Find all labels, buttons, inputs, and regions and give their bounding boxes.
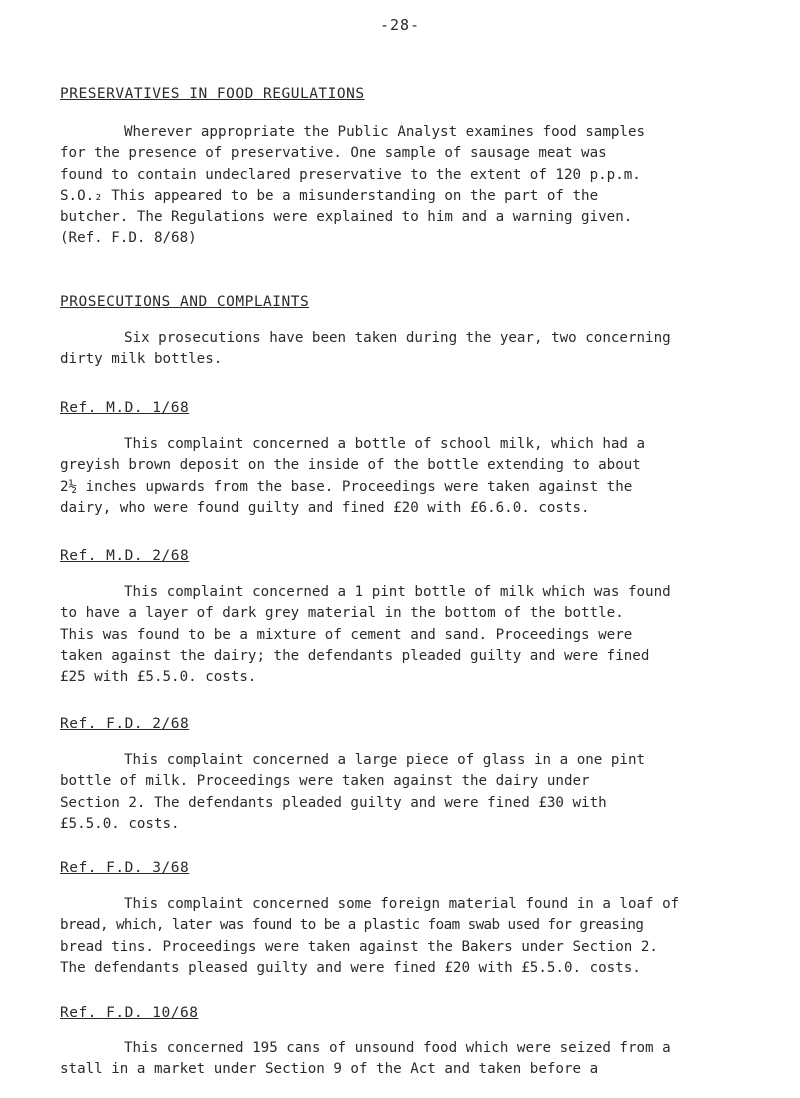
text-line: bottle of milk. Proceedings were taken against the dairy under [60, 773, 590, 790]
section-heading-preservatives: PRESERVATIVES IN FOOD REGULATIONS [60, 86, 365, 102]
text-line: 2½ inches upwards from the base. Proceedings were taken against the [60, 478, 633, 495]
text-line: butcher. The Regulations were explained to him and a warning given. [60, 209, 633, 226]
section-heading-md-2-68: Ref. M.D. 2/68 [60, 548, 190, 564]
text-line: Section 2. The defendants pleaded guilty and were fined £30 with [60, 794, 607, 811]
text-line: found to contain undeclared preservative to the extent of 120 p.p.m. [60, 166, 641, 183]
text-line: This was found to be a mixture of cement and sand. Proceedings were [60, 626, 633, 643]
paragraph-fd-2-68 [60, 750, 750, 835]
text-line: £5.5.0. costs. [60, 815, 180, 832]
text-line: bread, which, later was found to be a plastic foam swab used for greasing [60, 917, 644, 934]
paragraph-fd-3-68 [60, 894, 750, 979]
text-line: taken against the dairy; the defendants pleaded guilty and were fined [60, 647, 650, 664]
page-number: -28- [379, 16, 421, 34]
text-line: (Ref. F.D. 8/68) [60, 230, 197, 247]
paragraph-md-1-68 [60, 434, 750, 519]
section-heading-fd-2-68: Ref. F.D. 2/68 [60, 716, 190, 732]
section-heading-prosecutions: PROSECUTIONS AND COMPLAINTS [60, 294, 310, 310]
text-line: for the presence of preservative. One sample of sausage meat was [60, 145, 607, 162]
paragraph-fd-10-68 [60, 1038, 750, 1081]
text-line: dirty milk bottles. [60, 351, 223, 368]
text-line: to have a layer of dark grey material in the bottom of the bottle. [60, 605, 624, 622]
text-line: £25 with £5.5.0. costs. [60, 669, 257, 686]
paragraph-preservatives [60, 122, 750, 250]
text-line: This complaint concerned a large piece of glass in a one pint [124, 752, 646, 768]
text-line: dairy, who were found guilty and fined £20 with £6.6.0. costs. [60, 499, 590, 516]
paragraph-md-2-68 [60, 582, 750, 688]
paragraph-prosecutions [60, 328, 750, 371]
text-line: Wherever appropriate the Public Analyst examines food samples [124, 124, 646, 140]
text-line: This complaint concerned a bottle of school milk, which had a [124, 436, 646, 452]
text-line: This complaint concerned a 1 pint bottle of milk which was found [124, 584, 671, 600]
section-heading-fd-10-68: Ref. F.D. 10/68 [60, 1005, 199, 1021]
text-line: stall in a market under Section 9 of the Act and taken before a [60, 1061, 599, 1078]
text-line: This complaint concerned some foreign material found in a loaf of [124, 896, 680, 912]
text-line: bread tins. Proceedings were taken against the Bakers under Section 2. [60, 938, 658, 955]
text-line: S.O.₂ This appeared to be a misunderstanding on the part of the [60, 187, 599, 204]
section-heading-fd-3-68: Ref. F.D. 3/68 [60, 860, 190, 876]
text-line: This concerned 195 cans of unsound food which were seized from a [124, 1040, 671, 1056]
text-line: greyish brown deposit on the inside of the bottle extending to about [60, 457, 641, 474]
section-heading-md-1-68: Ref. M.D. 1/68 [60, 400, 190, 416]
text-line: The defendants pleased guilty and were fined £20 with £5.5.0. costs. [60, 959, 641, 976]
text-line: Six prosecutions have been taken during the year, two concerning [124, 330, 671, 346]
